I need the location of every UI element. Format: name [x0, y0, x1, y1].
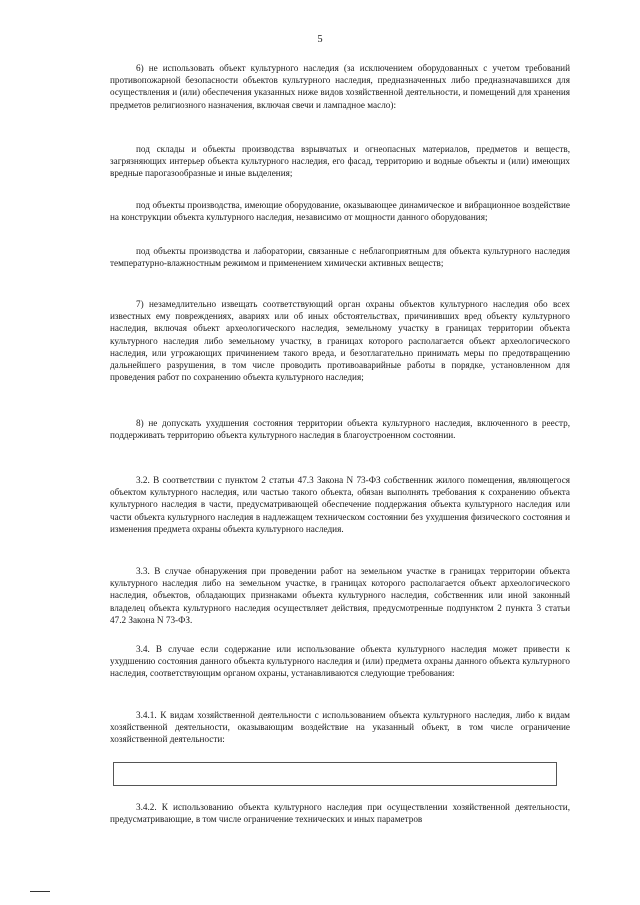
paragraph-3-3: 3.3. В случае обнаружения при проведении работ на земельном участке в границах территории объекта культурного наследия либо на земельном участке, в границах которого располагается объект археологического наследия, объектов, обладающих признаками объекта культурного наследия, собственник или иной законный владелец объекта культурного наследия осуществляет действия, предусмотренные подпунктом 2 пункта 3 статьи 47.2 Закона N 73-ФЗ.	[110, 566, 570, 625]
paragraph-3-4: 3.4. В случае если содержание или использование объекта культурного наследия может привести к ухудшению состояния данного объекта культурного наследия и (или) предмета охраны данного объекта культурного наследия, соответствующим органом охраны, устанавливаются следующие требования:	[110, 644, 570, 679]
page-number: 5	[317, 34, 323, 45]
paragraph-item-7: 7) незамедлительно извещать соответствующий орган охраны объектов культурного наследия обо всех известных ему повреждениях, авариях или об иных обстоятельствах, причинивших вред объекту культурного наследия, включая объект археологического наследия, земельному участку в границах территории объекта культурного наследия либо земельному участку, в границах которого располагается объект археологического наследия, или угрожающих причинением такого вреда, и безотлагательно принимать меры по предотвращению дальнейшего разрушения, в том числе проводить противоаварийные работы в порядке, установленном для проведения работ по сохранению объекта культурного наследия;	[110, 299, 570, 383]
paragraph-item-8: 8) не допускать ухудшения состояния территории объекта культурного наследия, включенного в реестр, поддерживать территорию объекта культурного наследия в благоустроенном состоянии.	[110, 418, 570, 441]
paragraph-item-6: 6) не использовать объект культурного наследия (за исключением оборудованных с учетом требований противопожарной безопасности объектов культурного наследия, предназначенных либо предназначавшихся для осуществления и (или) обеспечения указанных ниже видов хозяйственной деятельности, и помещений для хранения предметов религиозного назначения, включая свечи и лампадное масло):	[110, 63, 570, 110]
paragraph-production: под объекты производства, имеющие оборудование, оказывающее динамическое и вибрационное воздействие на конструкции объекта культурного наследия, независимо от мощности данного оборудования;	[110, 200, 570, 223]
paragraph-3-2: 3.2. В соответствии с пунктом 2 статьи 47.3 Закона N 73-ФЗ собственник жилого помещения, являющегося объектом культурного наследия, или частью такого объекта, обязан выполнять требования к сохранению объекта культурного наследия в части, предусматривающей обеспечение поддержания объекта культурного наследия или части объекта культурного наследия в надлежащем техническом состоянии без ухудшения физического состояния и изменения предмета охраны объекта культурного наследия.	[110, 475, 570, 534]
paragraph-laboratories: под объекты производства и лаборатории, связанные с неблагоприятным для объекта культурного наследия температурно-влажностным режимом и применением химически активных веществ;	[110, 246, 570, 269]
paragraph-3-4-2: 3.4.2. К использованию объекта культурного наследия при осуществлении хозяйственной деятельности, предусматривающие, в том числе ограничение технических и иных параметров	[110, 802, 570, 825]
paragraph-3-4-1: 3.4.1. К видам хозяйственной деятельности с использованием объекта культурного наследия, либо к видам хозяйственной деятельности, оказывающим воздействие на указанный объект, в том числе ограничение хозяйственной деятельности:	[110, 710, 570, 745]
paragraph-warehouses: под склады и объекты производства взрывчатых и огнеопасных материалов, предметов и веществ, загрязняющих интерьер объекта культурного наследия, его фасад, территорию и водные объекты и (или) имеющих вредные парогазообразные и иные выделения;	[110, 144, 570, 179]
footer-rule	[30, 891, 50, 892]
empty-table-box	[113, 762, 557, 786]
